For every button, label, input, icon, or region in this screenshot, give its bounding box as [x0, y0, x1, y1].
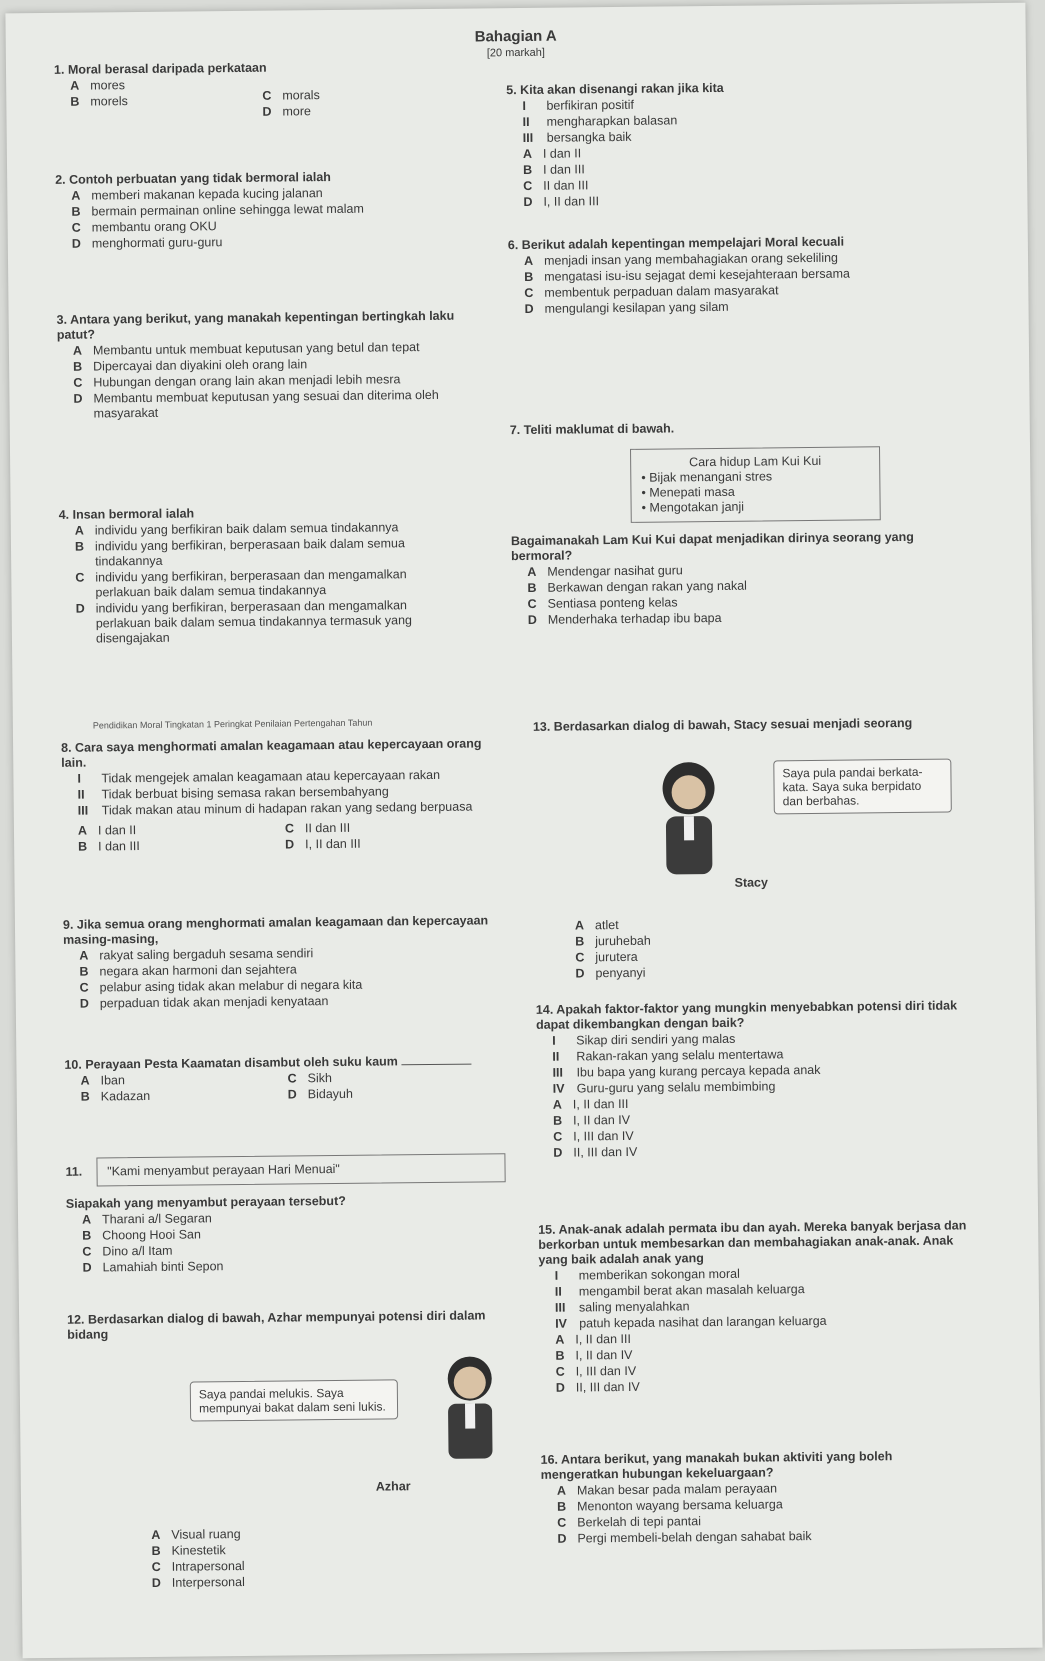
stacy-speech-bubble: Saya pula pandai berkata-kata. Saya suka berpidato dan berbahas. [773, 759, 952, 815]
q7-option-c[interactable]: C Sentiasa ponteng kelas [527, 595, 678, 611]
q5-option-a[interactable]: A I dan II [522, 146, 582, 161]
q15-option-a[interactable]: A I, II dan III [555, 1331, 631, 1347]
q3-option-c[interactable]: C Hubungan dengan orang lain akan menjadi lebih mesra [73, 372, 401, 390]
q15-item-4: IV patuh kepada nasihat dan larangan keluarga [555, 1313, 827, 1331]
azhar-avatar [419, 1348, 520, 1469]
q16-option-b[interactable]: B Menonton wayang bersama keluarga [557, 1497, 783, 1514]
q15-option-d[interactable]: D II, III dan IV [555, 1379, 640, 1395]
q2-option-a[interactable]: A memberi makanan kepada kucing jalanan [71, 186, 323, 203]
question-11-number: 11. [65, 1164, 83, 1179]
q6-option-b[interactable]: B mengatasi isu-isu sejagat demi kesejahteraan bersama [524, 266, 850, 284]
question-9-stem: 9. Jika semua orang menghormati amalan keagamaan dan kepercayaan masing-masing, [62, 913, 489, 947]
question-2-stem: 2. Contoh perbuatan yang tidak bermoral ialah [55, 169, 331, 187]
q16-option-c[interactable]: C Berkelah di tepi pantai [557, 1514, 702, 1530]
question-13-stem: 13. Berdasarkan dialog di bawah, Stacy sesuai menjadi seorang [532, 715, 913, 734]
q8-item-1: I Tidak mengejek amalan keagamaan atau kepercayaan rakan [77, 767, 441, 786]
q1-option-a[interactable]: A mores [70, 78, 125, 93]
q16-option-d[interactable]: D Pergi membeli-belah dengan sahabat baik [557, 1529, 812, 1546]
question-11-stem: Siapakah yang menyambut perayaan tersebut? [65, 1193, 346, 1211]
q7-box-item-3: • Mengotakan janji [641, 499, 745, 515]
q1-option-c[interactable]: C morals [262, 88, 320, 103]
question-8 [61, 736, 492, 854]
q8-option-d[interactable]: D I, II dan III [285, 836, 361, 852]
q2-option-d[interactable]: D menghormati guru-guru [71, 235, 223, 251]
q3-option-a[interactable]: A Membantu untuk membuat keputusan yang betul dan tepat [72, 340, 420, 358]
q7-option-b[interactable]: B Berkawan dengan rakan yang nakal [527, 578, 747, 595]
q4-option-d[interactable]: D individu yang berfikiran, berperasaan dan mengamalkan perlakuan baik dalam semua tindakannya termasuk yang disengajakan [75, 598, 413, 646]
q7-box-title: Cara hidup Lam Kui Kui [689, 453, 822, 470]
question-15-stem: 15. Anak-anak adalah permata ibu dan ayah. Mereka banyak berjasa dan berkorban untuk membesarkan dan membahagiakan anak-anak. Anak yang baik adalah anak yang [538, 1218, 967, 1267]
q10-option-c[interactable]: C Sikh [287, 1071, 332, 1086]
q11-option-a[interactable]: A Tharani a/l Segaran [81, 1211, 212, 1227]
q8-option-c[interactable]: C II dan III [284, 820, 351, 836]
q4-option-c[interactable]: C individu yang berfikiran, berperasaan dan mengamalkan perlakuan baik dalam semua tindakannya [75, 567, 407, 600]
q3-option-d[interactable]: D Membantu membuat keputusan yang sesuai dan diterima oleh masyarakat [73, 387, 439, 421]
q13-option-b[interactable]: B juruhebah [575, 933, 651, 949]
q13-option-a[interactable]: A atlet [574, 918, 619, 933]
page-footer: Pendidikan Moral Tingkatan 1 Peringkat Penilaian Pertengahan Tahun [92, 717, 373, 731]
question-14 [536, 998, 968, 1160]
stacy-name: Stacy [734, 875, 768, 890]
question-3-stem: 3. Antara yang berikut, yang manakah kepentingan bertingkah laku patut? [56, 308, 455, 342]
stacy-avatar [633, 756, 744, 887]
q5-item-2: II mengharapkan balasan [522, 113, 678, 129]
q15-item-1: I memberikan sokongan moral [554, 1266, 740, 1283]
q8-option-a[interactable]: A I dan II [77, 823, 137, 838]
q9-option-c[interactable]: C pelabur asing tidak akan melabur di negara kita [79, 977, 363, 995]
question-3 [57, 309, 458, 422]
q15-option-c[interactable]: C I, III dan IV [555, 1363, 637, 1379]
q14-option-d[interactable]: D II, III dan IV [553, 1144, 638, 1160]
q5-item-1: I berfikiran positif [522, 97, 635, 113]
q7-box-item-2: • Menepati masa [641, 484, 735, 500]
question-16-stem: 16. Antara berikut, yang manakah bukan aktiviti yang boleh mengeratkan hubungan kekeluargaan? [540, 1449, 893, 1482]
question-10 [64, 1053, 494, 1105]
question-7-stem: 7. Teliti maklumat di bawah. [509, 421, 675, 438]
q11-option-b[interactable]: B Choong Hooi San [82, 1227, 201, 1243]
q11-option-d[interactable]: D Lamahiah binti Sepon [82, 1259, 224, 1275]
question-6 [508, 234, 939, 317]
q3-option-b[interactable]: B Dipercayai dan diyakini oleh orang lain [73, 357, 308, 374]
azhar-name: Azhar [375, 1479, 411, 1494]
question-11 [65, 1153, 506, 1276]
q6-option-a[interactable]: A menjadi insan yang membahagiakan orang sekeliling [523, 250, 839, 268]
q13-option-d[interactable]: D penyanyi [575, 965, 646, 981]
q9-option-a[interactable]: A rakyat saling bergaduh sesama sendiri [79, 946, 314, 963]
q1-option-b[interactable]: B morels [70, 94, 128, 109]
q13-option-c[interactable]: C jurutera [575, 949, 638, 965]
question-9 [63, 913, 494, 1011]
q8-option-b[interactable]: B I dan III [78, 839, 140, 854]
section-marks: [20 markah] [486, 46, 545, 60]
question-1 [54, 59, 455, 122]
q12-option-c[interactable]: C Intrapersonal [151, 1558, 245, 1574]
q4-option-b[interactable]: B individu yang berfikiran, berperasaan baik dalam semua tindakannya [74, 536, 405, 569]
question-14-stem: 14. Apakah faktor-faktor yang mungkin menyebabkan potensi diri tidak dapat dikembangkan dengan baik? [535, 998, 958, 1032]
q10-option-d[interactable]: D Bidayuh [287, 1086, 354, 1102]
question-5 [506, 79, 937, 210]
q7-option-d[interactable]: D Menderhaka terhadap ibu bapa [527, 610, 722, 627]
exam-paper [5, 3, 1042, 1659]
q8-item-3: III Tidak makan atau minum di hadapan rakan yang sedang berpuasa [77, 799, 473, 818]
q16-option-a[interactable]: A Makan besar pada malam perayaan [556, 1481, 778, 1498]
section-title: Bahagian A [474, 27, 557, 46]
question-6-stem: 6. Berikut adalah kepentingan mempelajari Moral kecuali [507, 234, 845, 253]
q15-option-b[interactable]: B I, II dan IV [555, 1347, 633, 1363]
answer-blank [402, 1064, 472, 1066]
q14-option-a[interactable]: A I, II dan III [552, 1096, 629, 1112]
question-15 [538, 1218, 970, 1395]
q11-quote-box: "Kami menyambut perayaan Hari Menuai" [96, 1153, 506, 1186]
question-13 [533, 716, 953, 735]
q14-item-3: III Ibu bapa yang kurang percaya kepada anak [552, 1062, 821, 1080]
q14-item-2: II Rakan-rakan yang selalu mentertawa [552, 1047, 784, 1064]
section-header [6, 23, 1026, 65]
q9-option-d[interactable]: D perpaduan tidak akan menjadi kenyataan [79, 994, 329, 1011]
q5-option-c[interactable]: C II dan III [523, 178, 589, 193]
question-16 [541, 1448, 972, 1546]
q14-item-4: IV Guru-guru yang selalu membimbing [552, 1079, 776, 1096]
q4-option-a[interactable]: A individu yang berfikiran baik dalam semua tindakannya [74, 520, 399, 538]
q15-item-3: III saling menyalahkan [554, 1299, 690, 1315]
q7-box-item-1: • Bijak menangani stres [641, 469, 773, 485]
q6-option-d[interactable]: D mengulangi kesilapan yang silam [524, 299, 729, 316]
question-4 [59, 504, 460, 647]
q12-option-d[interactable]: D Interpersonal [151, 1574, 245, 1590]
q12-option-a[interactable]: A Visual ruang [151, 1527, 241, 1542]
question-12 [67, 1308, 507, 1343]
q2-option-c[interactable]: C membantu orang OKU [71, 219, 217, 235]
q8-item-2: II Tidak berbuat bising semasa rakan bersembahyang [77, 784, 389, 802]
q12-option-b[interactable]: B Kinestetik [151, 1543, 226, 1558]
question-10-stem: 10. Perayaan Pesta Kaamatan disambut oleh suku kaum [64, 1053, 494, 1073]
question-7 [510, 419, 942, 628]
q7-option-a[interactable]: A Mendengar nasihat guru [527, 563, 683, 579]
q11-option-c[interactable]: C Dino a/l Itam [82, 1243, 173, 1259]
question-1-stem: 1. Moral berasal daripada perkataan [53, 60, 267, 77]
q15-item-2: II mengambil berat akan masalah keluarga [554, 1282, 805, 1299]
question-12-options [151, 1524, 452, 1591]
question-2 [55, 169, 456, 252]
question-5-stem: 5. Kita akan disenangi rakan jika kita [506, 80, 724, 98]
question-8-stem: 8. Cara saya menghormati amalan keagamaan atau kepercayaan orang lain. [61, 736, 482, 770]
q7-info-box [630, 446, 881, 523]
q5-option-d[interactable]: D I, II dan III [523, 194, 600, 209]
q7-question: Bagaimanakah Lam Kui Kui dapat menjadikan dirinya seorang yang bermoral? [510, 529, 914, 564]
q5-item-3: III bersangka baik [522, 129, 632, 145]
question-4-stem: 4. Insan bermoral ialah [58, 506, 195, 522]
q2-option-b[interactable]: B bermain permainan online sehingga lewat malam [71, 201, 364, 219]
q6-option-c[interactable]: C membentuk perpaduan dalam masyarakat [524, 283, 779, 300]
q9-option-b[interactable]: B negara akan harmoni dan sejahtera [79, 962, 297, 979]
q14-item-1: I Sikap diri sendiri yang malas [552, 1031, 736, 1048]
q14-option-c[interactable]: C I, III dan IV [553, 1128, 634, 1144]
question-13-options [575, 914, 876, 981]
q10-option-a[interactable]: A Iban [80, 1073, 126, 1088]
azhar-speech-bubble: Saya pandai melukis. Saya mempunyai bakat dalam seni lukis. [190, 1379, 398, 1421]
question-12-stem: 12. Berdasarkan dialog di bawah, Azhar mempunyai potensi diri dalam bidang [67, 1308, 486, 1342]
q10-option-b[interactable]: B Kadazan [80, 1088, 151, 1104]
q14-option-b[interactable]: B I, II dan IV [552, 1112, 631, 1128]
q5-option-b[interactable]: B I dan III [523, 162, 585, 177]
q1-option-d[interactable]: D more [262, 104, 312, 119]
